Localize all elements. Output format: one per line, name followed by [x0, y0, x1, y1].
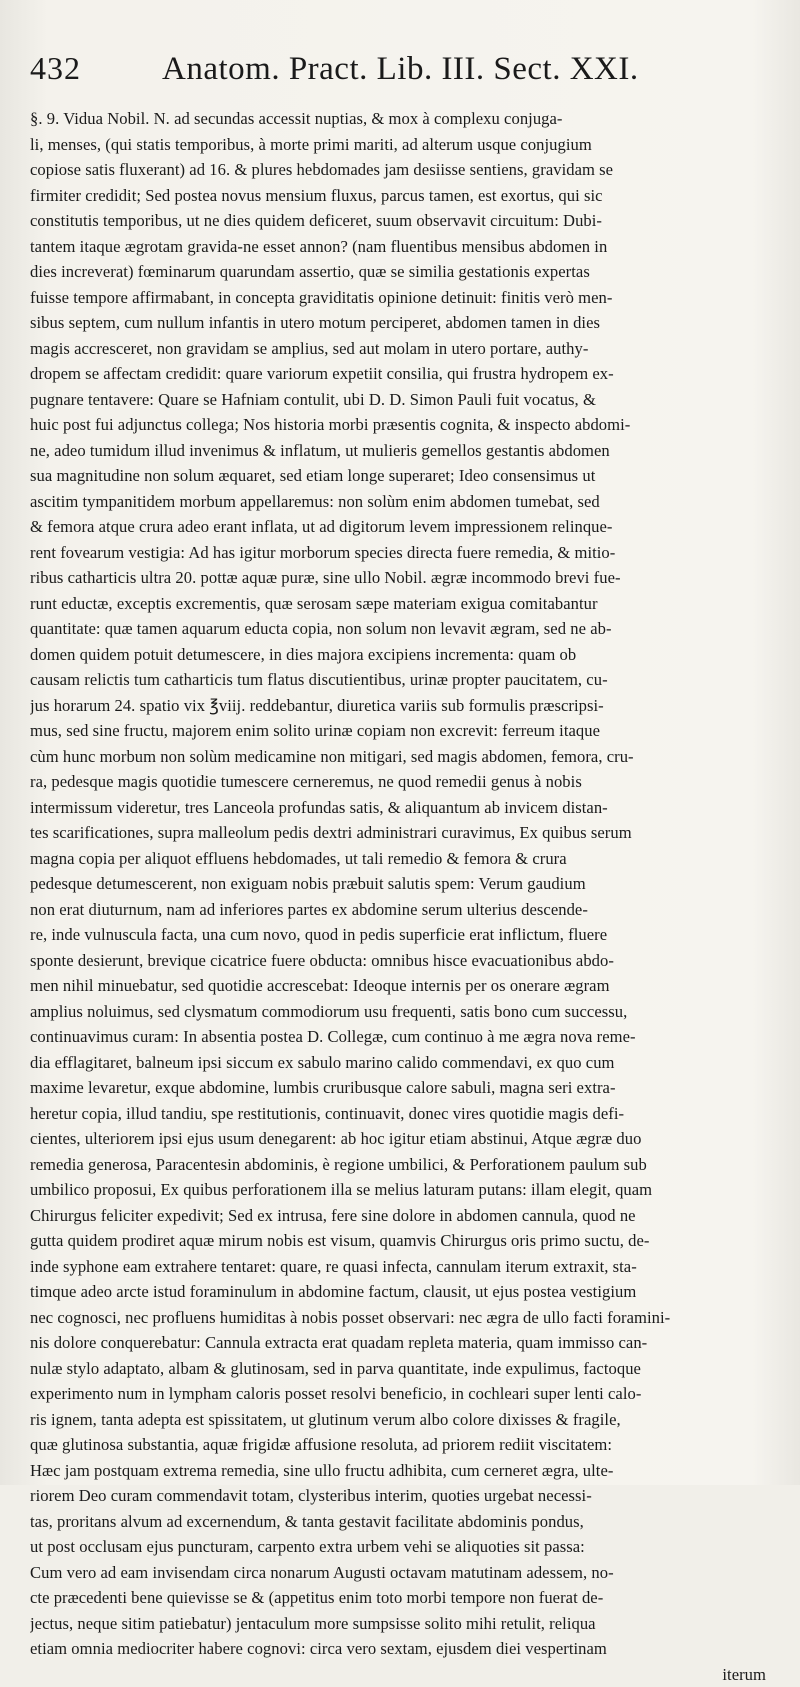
- text-line: inde syphone eam extrahere tentaret: quare, re quasi infecta, cannulam iterum extraxit, sta-: [30, 1254, 766, 1280]
- text-line: magna copia per aliquot effluens hebdomades, ut tali remedio & femora & crura: [30, 846, 766, 872]
- text-line: jus horarum 24. spatio vix ℥viij. reddebantur, diuretica variis sub formulis præscripsi-: [30, 693, 766, 719]
- text-line: ascitim tympanitidem morbum appellaremus: non solùm enim abdomen tumebat, sed: [30, 489, 766, 515]
- text-line: gutta quidem prodiret aquæ mirum nobis est visum, quamvis Chirurgus oris primo suctu, de-: [30, 1228, 766, 1254]
- text-line: tantem itaque ægrotam gravida-ne esset annon? (nam fluentibus mensibus abdomen in: [30, 234, 766, 260]
- text-line: copiose satis fluxerant) ad 16. & plures hebdomades jam desiisse sentiens, gravidam se: [30, 157, 766, 183]
- text-line: experimento num in lympham caloris posset resolvi beneficio, in cochleari super lenti calo-: [30, 1381, 766, 1407]
- text-line: constitutis temporibus, ut ne dies quidem deficeret, suum observavit circuitum: Dubi-: [30, 208, 766, 234]
- text-line: umbilico proposui, Ex quibus perforationem illa se melius laturam putans: illam elegit, quam: [30, 1177, 766, 1203]
- text-line: ut post occlusam ejus puncturam, carpento extra urbem vehi se aliquoties sit passa:: [30, 1534, 766, 1560]
- text-line: Cum vero ad eam invisendam circa nonarum Augusti octavam matutinam adessem, no-: [30, 1560, 766, 1586]
- text-line: quantitate: quæ tamen aquarum educta copia, non solum non levavit ægram, sed ne ab-: [30, 616, 766, 642]
- text-line: dropem se affectam credidit: quare variorum expetiit consilia, qui frustra hydropem ex-: [30, 361, 766, 387]
- text-line: mus, sed sine fructu, majorem enim solito urinæ copiam non excrevit: ferreum itaque: [30, 718, 766, 744]
- text-line: timque adeo arcte istud foraminulum in abdomine factum, clausit, ut ejus postea vestigium: [30, 1279, 766, 1305]
- text-line: firmiter credidit; Sed postea novus mensium fluxus, parcus tamen, est exortus, qui sic: [30, 183, 766, 209]
- text-line: cientes, ulteriorem ipsi ejus usum denegarent: ab hoc igitur etiam abstinui, Atque ægræ duo: [30, 1126, 766, 1152]
- text-line: causam relictis tum catharticis tum flatus discutientibus, urinæ propter paucitatem, cu-: [30, 667, 766, 693]
- text-line: etiam omnia mediocriter habere cognovi: circa vero sextam, ejusdem diei vespertinam: [30, 1636, 766, 1662]
- text-line: riorem Deo curam commendavit totam, clysteribus interim, quoties urgebat necessi-: [30, 1483, 766, 1509]
- text-line: ne, adeo tumidum illud invenimus & inflatum, ut mulieris gemellos gestantis abdomen: [30, 438, 766, 464]
- text-line: Chirurgus feliciter expedivit; Sed ex intrusa, fere sine dolore in abdomen cannula, quod ne: [30, 1203, 766, 1229]
- text-line: runt eductæ, exceptis excrementis, quæ serosam sæpe materiam exigua comitabantur: [30, 591, 766, 617]
- text-line: continuavimus curam: In absentia postea D. Collegæ, cum continuo à me ægra nova reme-: [30, 1024, 766, 1050]
- text-line: nis dolore conquerebatur: Cannula extracta erat quadam repleta materia, quam immisso can-: [30, 1330, 766, 1356]
- text-line: pugnare tentavere: Quare se Hafniam contulit, ubi D. D. Simon Pauli fuit vocatus, &: [30, 387, 766, 413]
- text-line: rent fovearum vestigia: Ad has igitur morborum species directa fuere remedia, & mitio-: [30, 540, 766, 566]
- text-line: maxime levaretur, exque abdomine, lumbis cruribusque calore sabuli, magna seri extra-: [30, 1075, 766, 1101]
- text-line: pedesque detumescerent, non exiguam nobis præbuit salutis spem: Verum gaudium: [30, 871, 766, 897]
- text-line: tas, proritans alvum ad excernendum, & tanta gestavit facilitate abdominis pondus,: [30, 1509, 766, 1535]
- text-line: fuisse tempore affirmabant, in concepta graviditatis opinione detinuit: finitis verò men-: [30, 285, 766, 311]
- text-line: remedia generosa, Paracentesin abdominis, è regione umbilici, & Perforationem paulum sub: [30, 1152, 766, 1178]
- text-line: cte præcedenti bene quievisse se & (appetitus enim toto morbi tempore non fuerat de-: [30, 1585, 766, 1611]
- text-line: cùm hunc morbum non solùm medicamine non mitigari, sed magis abdomen, femora, cru-: [30, 744, 766, 770]
- page-header: [30, 50, 766, 100]
- text-line: quæ glutinosa substantia, aquæ frigidæ affusione resoluta, ad priorem rediit viscitatem:: [30, 1432, 766, 1458]
- text-line: §. 9. Vidua Nobil. N. ad secundas accessit nuptias, & mox à complexu conjuga-: [30, 106, 766, 132]
- text-line: dies increverat) fœminarum quarundam assertio, quæ se similia gestationis expertas: [30, 259, 766, 285]
- text-line: sponte desierunt, brevique cicatrice fuere obducta: omnibus hisce evacuationibus abdo-: [30, 948, 766, 974]
- text-line: ris ignem, tanta adepta est spissitatem, ut glutinum verum albo colore dixisses & fragile,: [30, 1407, 766, 1433]
- text-line: sua magnitudine non solum æquaret, sed etiam longe superaret; Ideo consensimus ut: [30, 463, 766, 489]
- text-line: sibus septem, cum nullum infantis in utero motum perciperet, abdomen tamen in dies: [30, 310, 766, 336]
- text-line: dia efflagitaret, balneum ipsi siccum ex sabulo marino calido commendavi, ex quo cum: [30, 1050, 766, 1076]
- text-line: jectus, neque sitim patiebatur) jentaculum more sumpsisse solito mihi retulit, reliqua: [30, 1611, 766, 1637]
- text-line: li, menses, (qui statis temporibus, à morte primi mariti, ad alterum usque conjugium: [30, 132, 766, 158]
- text-line: domen quidem potuit detumescere, in dies majora excipiens incrementa: quam ob: [30, 642, 766, 668]
- text-line: Hæc jam postquam extrema remedia, sine ullo fructu adhibita, cum cerneret ægra, ulte-: [30, 1458, 766, 1484]
- text-line: non erat diuturnum, nam ad inferiores partes ex abdomine serum ulterius descende-: [30, 897, 766, 923]
- body-text: [30, 106, 766, 1687]
- text-line: re, inde vulnuscula facta, una cum novo, quod in pedis superficie erat inflictum, fluere: [30, 922, 766, 948]
- text-line: intermissum videretur, tres Lanceola profundas satis, & aliquantum ab invicem distan-: [30, 795, 766, 821]
- text-line: iterum: [30, 1662, 766, 1687]
- text-line: tes scarificationes, supra malleolum pedis dextri administrari curavimus, Ex quibus serum: [30, 820, 766, 846]
- text-line: men nihil minuebatur, sed quotidie accrescebat: Ideoque internis per os onerare ægram: [30, 973, 766, 999]
- running-head: Anatom. Pract. Lib. III. Sect. XXI.: [162, 51, 639, 88]
- text-line: amplius noluimus, sed clysmatum commodiorum usu frequenti, satis bono cum successu,: [30, 999, 766, 1025]
- text-line: ribus catharticis ultra 20. pottæ aquæ puræ, sine ullo Nobil. ægræ incommodo brevi fue-: [30, 565, 766, 591]
- text-line: nulæ stylo adaptato, albam & glutinosam, sed in parva quantitate, inde expulimus, factoque: [30, 1356, 766, 1382]
- text-line: & femora atque crura adeo erant inflata, ut ad digitorum levem impressionem relinque-: [30, 514, 766, 540]
- text-line: nec cognosci, nec profluens humiditas à nobis posset observari: nec ægra de ullo facti foramini-: [30, 1305, 766, 1331]
- text-line: heretur copia, illud tandiu, spe restitutionis, continuavit, donec vires quotidie magis defi-: [30, 1101, 766, 1127]
- text-line: huic post fui adjunctus collega; Nos historia morbi præsentis cognita, & inspecto abdomi-: [30, 412, 766, 438]
- page-number: 432: [30, 50, 162, 87]
- text-line: magis accresceret, non gravidam se amplius, sed aut molam in utero portare, authy-: [30, 336, 766, 362]
- text-line: ra, pedesque magis quotidie tumescere cerneremus, ne quod remedii genus à nobis: [30, 769, 766, 795]
